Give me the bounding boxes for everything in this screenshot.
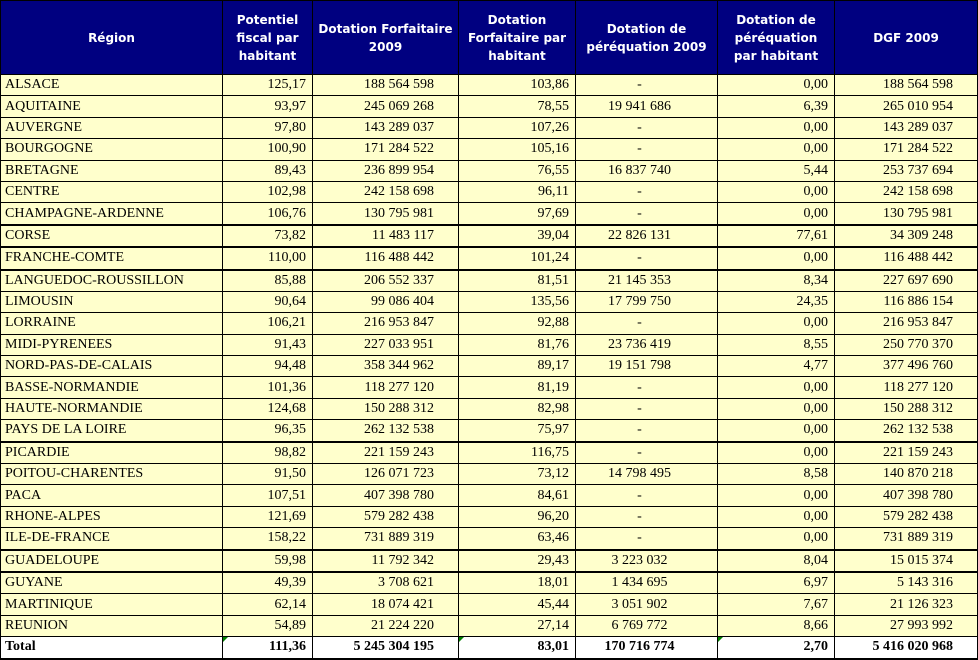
dgf-cell[interactable]: 34 309 248 [835, 225, 978, 247]
dotation-perequation-cell[interactable]: 1 434 695 [576, 572, 718, 594]
potentiel-cell[interactable]: 94,48 [223, 356, 313, 377]
dotation-perequation-hab-cell[interactable]: 0,00 [718, 313, 835, 334]
region-cell[interactable]: BRETAGNE [1, 160, 223, 181]
dotation-forfaitaire-hab-cell[interactable]: 96,11 [459, 181, 576, 202]
dotation-forfaitaire-cell[interactable]: 262 132 538 [313, 420, 459, 442]
dotation-perequation-cell[interactable]: 3 051 902 [576, 594, 718, 615]
table-row [1, 377, 978, 398]
header-dotation-perequation[interactable]: Dotation de péréquation 2009 [576, 1, 718, 75]
dotation-perequation-hab-cell[interactable]: 8,58 [718, 464, 835, 485]
dotation-perequation-hab-cell[interactable]: 0,00 [718, 485, 835, 506]
table-row [1, 572, 978, 594]
dotation-forfaitaire-hab-cell[interactable]: 101,24 [459, 247, 576, 269]
potentiel-cell[interactable]: 54,89 [223, 615, 313, 636]
dotation-perequation-hab-cell[interactable]: 0,00 [718, 506, 835, 527]
dotation-perequation-hab-cell[interactable]: 5,44 [718, 160, 835, 181]
header-dotation-perequation-hab[interactable]: Dotation de péréquation par habitant [718, 1, 835, 75]
dgf-cell[interactable]: 407 398 780 [835, 485, 978, 506]
dotation-perequation-cell[interactable]: 19 151 798 [576, 356, 718, 377]
dotation-perequation-cell[interactable]: 170 716 774 [576, 637, 718, 659]
table-row [1, 615, 978, 636]
dgf-cell[interactable]: 253 737 694 [835, 160, 978, 181]
dotation-forfaitaire-cell[interactable]: 3 708 621 [313, 572, 459, 594]
table-row [1, 160, 978, 181]
dotation-forfaitaire-hab-cell[interactable]: 84,61 [459, 485, 576, 506]
dotation-perequation-hab-cell[interactable]: 0,00 [718, 247, 835, 269]
region-cell[interactable]: CENTRE [1, 181, 223, 202]
dotation-perequation-cell[interactable]: - [576, 506, 718, 527]
dgf-cell[interactable]: 579 282 438 [835, 506, 978, 527]
dotation-forfaitaire-hab-cell[interactable]: 107,26 [459, 117, 576, 138]
dgf-cell[interactable]: 116 488 442 [835, 247, 978, 269]
region-cell[interactable]: CHAMPAGNE-ARDENNE [1, 203, 223, 225]
dotation-forfaitaire-hab-cell[interactable]: 73,12 [459, 464, 576, 485]
dotation-forfaitaire-cell[interactable]: 188 564 598 [313, 75, 459, 96]
header-region[interactable]: Région [1, 1, 223, 75]
dgf-cell[interactable]: 171 284 522 [835, 139, 978, 160]
dotation-forfaitaire-hab-cell[interactable]: 83,01 [459, 637, 576, 659]
dotation-forfaitaire-cell[interactable]: 130 795 981 [313, 203, 459, 225]
dotation-forfaitaire-cell[interactable]: 407 398 780 [313, 485, 459, 506]
dotation-forfaitaire-cell[interactable]: 116 488 442 [313, 247, 459, 269]
dotation-forfaitaire-cell[interactable]: 358 344 962 [313, 356, 459, 377]
region-cell[interactable]: REUNION [1, 615, 223, 636]
dotation-perequation-hab-cell[interactable]: 0,00 [718, 117, 835, 138]
table-row [1, 247, 978, 269]
region-cell[interactable]: Total [1, 637, 223, 659]
potentiel-cell[interactable]: 91,50 [223, 464, 313, 485]
region-cell[interactable]: MARTINIQUE [1, 594, 223, 615]
dotation-forfaitaire-cell[interactable]: 236 899 954 [313, 160, 459, 181]
region-cell[interactable]: HAUTE-NORMANDIE [1, 398, 223, 419]
potentiel-cell[interactable]: 124,68 [223, 398, 313, 419]
dotation-forfaitaire-cell[interactable]: 143 289 037 [313, 117, 459, 138]
dotation-forfaitaire-hab-cell[interactable]: 45,44 [459, 594, 576, 615]
dotation-forfaitaire-cell[interactable]: 579 282 438 [313, 506, 459, 527]
header-dgf[interactable]: DGF 2009 [835, 1, 978, 75]
region-cell[interactable]: GUADELOUPE [1, 550, 223, 572]
dotation-forfaitaire-hab-cell[interactable]: 135,56 [459, 291, 576, 312]
region-cell[interactable]: PICARDIE [1, 442, 223, 464]
potentiel-cell[interactable]: 73,82 [223, 225, 313, 247]
header-potentiel[interactable]: Potentiel fiscal par habitant [223, 1, 313, 75]
dotation-forfaitaire-hab-cell[interactable]: 75,97 [459, 420, 576, 442]
dotation-forfaitaire-cell[interactable]: 245 069 268 [313, 96, 459, 117]
dotation-perequation-cell[interactable]: 6 769 772 [576, 615, 718, 636]
dotation-forfaitaire-cell[interactable]: 5 245 304 195 [313, 637, 459, 659]
dgf-cell[interactable]: 216 953 847 [835, 313, 978, 334]
dotation-forfaitaire-hab-cell[interactable]: 27,14 [459, 615, 576, 636]
dotation-perequation-cell[interactable]: - [576, 528, 718, 550]
dgf-cell[interactable]: 265 010 954 [835, 96, 978, 117]
potentiel-cell[interactable]: 100,90 [223, 139, 313, 160]
dgf-cell[interactable]: 140 870 218 [835, 464, 978, 485]
region-cell[interactable]: RHONE-ALPES [1, 506, 223, 527]
dotation-forfaitaire-cell[interactable]: 216 953 847 [313, 313, 459, 334]
dgf-cell[interactable]: 377 496 760 [835, 356, 978, 377]
dotation-forfaitaire-cell[interactable]: 118 277 120 [313, 377, 459, 398]
dotation-perequation-hab-cell[interactable]: 6,97 [718, 572, 835, 594]
dotation-perequation-cell[interactable]: 21 145 353 [576, 270, 718, 292]
dotation-perequation-hab-cell[interactable]: 8,55 [718, 334, 835, 355]
header-dotation-forfaitaire-hab[interactable]: Dotation Forfaitaire par habitant [459, 1, 576, 75]
table-row [1, 398, 978, 419]
dotation-perequation-hab-cell[interactable]: 0,00 [718, 75, 835, 96]
dgf-cell[interactable]: 221 159 243 [835, 442, 978, 464]
region-cell[interactable]: NORD-PAS-DE-CALAIS [1, 356, 223, 377]
dotation-perequation-cell[interactable]: 17 799 750 [576, 291, 718, 312]
dotation-perequation-hab-cell[interactable]: 8,34 [718, 270, 835, 292]
dotation-perequation-hab-cell[interactable]: 0,00 [718, 377, 835, 398]
dotation-perequation-hab-cell[interactable]: 0,00 [718, 420, 835, 442]
dotation-perequation-hab-cell[interactable]: 6,39 [718, 96, 835, 117]
dotation-perequation-cell[interactable]: - [576, 75, 718, 96]
potentiel-cell[interactable]: 107,51 [223, 485, 313, 506]
table-row [1, 442, 978, 464]
dotation-perequation-cell[interactable]: 3 223 032 [576, 550, 718, 572]
table-row [1, 594, 978, 615]
dotation-perequation-cell[interactable]: - [576, 117, 718, 138]
table-row [1, 270, 978, 292]
dotation-perequation-cell[interactable]: - [576, 203, 718, 225]
region-cell[interactable]: ALSACE [1, 75, 223, 96]
dgf-cell[interactable]: 250 770 370 [835, 334, 978, 355]
potentiel-cell[interactable]: 102,98 [223, 181, 313, 202]
region-cell[interactable]: LIMOUSIN [1, 291, 223, 312]
dotation-forfaitaire-hab-cell[interactable]: 96,20 [459, 506, 576, 527]
dgf-cell[interactable]: 21 126 323 [835, 594, 978, 615]
potentiel-cell[interactable]: 158,22 [223, 528, 313, 550]
potentiel-cell[interactable]: 125,17 [223, 75, 313, 96]
potentiel-cell[interactable]: 89,43 [223, 160, 313, 181]
potentiel-cell[interactable]: 121,69 [223, 506, 313, 527]
potentiel-cell[interactable]: 106,76 [223, 203, 313, 225]
dgf-cell[interactable]: 15 015 374 [835, 550, 978, 572]
dotation-forfaitaire-hab-cell[interactable]: 78,55 [459, 96, 576, 117]
dotation-forfaitaire-cell[interactable]: 171 284 522 [313, 139, 459, 160]
potentiel-cell[interactable]: 106,21 [223, 313, 313, 334]
dotation-forfaitaire-hab-cell[interactable]: 105,16 [459, 139, 576, 160]
dotation-forfaitaire-hab-cell[interactable]: 81,76 [459, 334, 576, 355]
dotation-forfaitaire-cell[interactable]: 221 159 243 [313, 442, 459, 464]
table-row [1, 117, 978, 138]
region-cell[interactable]: GUYANE [1, 572, 223, 594]
dotation-forfaitaire-hab-cell[interactable]: 81,19 [459, 377, 576, 398]
table-row [1, 313, 978, 334]
dotation-forfaitaire-cell[interactable]: 150 288 312 [313, 398, 459, 419]
table-row [1, 528, 978, 550]
dotation-perequation-hab-cell[interactable]: 0,00 [718, 139, 835, 160]
dgf-cell[interactable]: 116 886 154 [835, 291, 978, 312]
table-row [1, 550, 978, 572]
dotation-perequation-cell[interactable]: - [576, 442, 718, 464]
dotation-perequation-hab-cell[interactable]: 2,70 [718, 637, 835, 659]
dotation-perequation-cell[interactable]: - [576, 139, 718, 160]
dotation-perequation-hab-cell[interactable]: 0,00 [718, 398, 835, 419]
potentiel-cell[interactable]: 96,35 [223, 420, 313, 442]
potentiel-cell[interactable]: 90,64 [223, 291, 313, 312]
dotation-forfaitaire-cell[interactable]: 242 158 698 [313, 181, 459, 202]
dgf-cell[interactable]: 130 795 981 [835, 203, 978, 225]
dotation-perequation-cell[interactable]: 19 941 686 [576, 96, 718, 117]
dotation-perequation-hab-cell[interactable]: 0,00 [718, 528, 835, 550]
dgf-cell[interactable]: 5 416 020 968 [835, 637, 978, 659]
dotation-perequation-hab-cell[interactable]: 7,67 [718, 594, 835, 615]
total-row [1, 637, 978, 659]
table-row [1, 506, 978, 527]
region-cell[interactable]: ILE-DE-FRANCE [1, 528, 223, 550]
potentiel-cell[interactable]: 110,00 [223, 247, 313, 269]
table-row [1, 75, 978, 96]
dotation-forfaitaire-hab-cell[interactable]: 116,75 [459, 442, 576, 464]
dotation-perequation-hab-cell[interactable]: 4,77 [718, 356, 835, 377]
table-row [1, 334, 978, 355]
table-row [1, 420, 978, 442]
table-row [1, 96, 978, 117]
dotation-forfaitaire-hab-cell[interactable]: 81,51 [459, 270, 576, 292]
dgf-cell[interactable]: 118 277 120 [835, 377, 978, 398]
region-cell[interactable]: POITOU-CHARENTES [1, 464, 223, 485]
table-row [1, 203, 978, 225]
dgf-cell[interactable]: 143 289 037 [835, 117, 978, 138]
dotation-forfaitaire-cell[interactable]: 99 086 404 [313, 291, 459, 312]
header-dotation-forfaitaire[interactable]: Dotation Forfaitaire 2009 [313, 1, 459, 75]
potentiel-cell[interactable]: 97,80 [223, 117, 313, 138]
table-row [1, 464, 978, 485]
dgf-cell[interactable]: 27 993 992 [835, 615, 978, 636]
table-row [1, 139, 978, 160]
dotation-forfaitaire-cell[interactable]: 227 033 951 [313, 334, 459, 355]
dotation-perequation-cell[interactable]: - [576, 398, 718, 419]
region-cell[interactable]: FRANCHE-COMTE [1, 247, 223, 269]
dotation-perequation-cell[interactable]: - [576, 313, 718, 334]
table-row [1, 485, 978, 506]
dotation-perequation-cell[interactable]: - [576, 485, 718, 506]
dotation-forfaitaire-hab-cell[interactable]: 76,55 [459, 160, 576, 181]
table-row [1, 225, 978, 247]
dotation-perequation-cell[interactable]: - [576, 181, 718, 202]
header-row [1, 1, 978, 75]
dotation-perequation-cell[interactable]: - [576, 247, 718, 269]
region-cell[interactable]: AUVERGNE [1, 117, 223, 138]
dgf-cell[interactable]: 150 288 312 [835, 398, 978, 419]
dotation-forfaitaire-cell[interactable]: 18 074 421 [313, 594, 459, 615]
dotation-forfaitaire-cell[interactable]: 126 071 723 [313, 464, 459, 485]
dotation-forfaitaire-cell[interactable]: 11 483 117 [313, 225, 459, 247]
dotation-perequation-cell[interactable]: - [576, 420, 718, 442]
dotation-forfaitaire-cell[interactable]: 11 792 342 [313, 550, 459, 572]
dotation-forfaitaire-cell[interactable]: 206 552 337 [313, 270, 459, 292]
dgf-cell[interactable]: 242 158 698 [835, 181, 978, 202]
potentiel-cell[interactable]: 62,14 [223, 594, 313, 615]
dotation-perequation-hab-cell[interactable]: 0,00 [718, 181, 835, 202]
potentiel-cell[interactable]: 111,36 [223, 637, 313, 659]
dotation-forfaitaire-hab-cell[interactable]: 63,46 [459, 528, 576, 550]
region-cell[interactable]: LANGUEDOC-ROUSSILLON [1, 270, 223, 292]
dotation-forfaitaire-hab-cell[interactable]: 18,01 [459, 572, 576, 594]
region-cell[interactable]: BOURGOGNE [1, 139, 223, 160]
dgf-cell[interactable]: 731 889 319 [835, 528, 978, 550]
table-row [1, 181, 978, 202]
dotation-perequation-cell[interactable]: 14 798 495 [576, 464, 718, 485]
dotation-forfaitaire-hab-cell[interactable]: 97,69 [459, 203, 576, 225]
region-cell[interactable]: LORRAINE [1, 313, 223, 334]
dotation-perequation-cell[interactable]: 23 736 419 [576, 334, 718, 355]
dotation-perequation-hab-cell[interactable]: 0,00 [718, 442, 835, 464]
potentiel-cell[interactable]: 49,39 [223, 572, 313, 594]
region-cell[interactable]: CORSE [1, 225, 223, 247]
potentiel-cell[interactable]: 101,36 [223, 377, 313, 398]
region-cell[interactable]: BASSE-NORMANDIE [1, 377, 223, 398]
potentiel-cell[interactable]: 85,88 [223, 270, 313, 292]
dotation-perequation-cell[interactable]: 16 837 740 [576, 160, 718, 181]
dotation-forfaitaire-hab-cell[interactable]: 103,86 [459, 75, 576, 96]
dotation-forfaitaire-hab-cell[interactable]: 82,98 [459, 398, 576, 419]
potentiel-cell[interactable]: 59,98 [223, 550, 313, 572]
dotation-perequation-hab-cell[interactable]: 8,66 [718, 615, 835, 636]
region-cell[interactable]: PAYS DE LA LOIRE [1, 420, 223, 442]
region-cell[interactable]: AQUITAINE [1, 96, 223, 117]
dotation-forfaitaire-hab-cell[interactable]: 92,88 [459, 313, 576, 334]
dgf-cell[interactable]: 5 143 316 [835, 572, 978, 594]
dotation-forfaitaire-hab-cell[interactable]: 89,17 [459, 356, 576, 377]
dotation-perequation-hab-cell[interactable]: 0,00 [718, 203, 835, 225]
dotation-perequation-hab-cell[interactable]: 8,04 [718, 550, 835, 572]
table-row [1, 356, 978, 377]
dotation-forfaitaire-hab-cell[interactable]: 39,04 [459, 225, 576, 247]
dotation-forfaitaire-cell[interactable]: 21 224 220 [313, 615, 459, 636]
potentiel-cell[interactable]: 91,43 [223, 334, 313, 355]
dotation-forfaitaire-cell[interactable]: 731 889 319 [313, 528, 459, 550]
potentiel-cell[interactable]: 98,82 [223, 442, 313, 464]
dotation-perequation-hab-cell[interactable]: 24,35 [718, 291, 835, 312]
dotation-perequation-cell[interactable]: 22 826 131 [576, 225, 718, 247]
dotation-perequation-cell[interactable]: - [576, 377, 718, 398]
region-cell[interactable]: PACA [1, 485, 223, 506]
region-cell[interactable]: MIDI-PYRENEES [1, 334, 223, 355]
dotation-perequation-hab-cell[interactable]: 77,61 [718, 225, 835, 247]
dgf-cell[interactable]: 227 697 690 [835, 270, 978, 292]
dgf-cell[interactable]: 188 564 598 [835, 75, 978, 96]
potentiel-cell[interactable]: 93,97 [223, 96, 313, 117]
table-row [1, 291, 978, 312]
dgf-cell[interactable]: 262 132 538 [835, 420, 978, 442]
dotation-forfaitaire-hab-cell[interactable]: 29,43 [459, 550, 576, 572]
